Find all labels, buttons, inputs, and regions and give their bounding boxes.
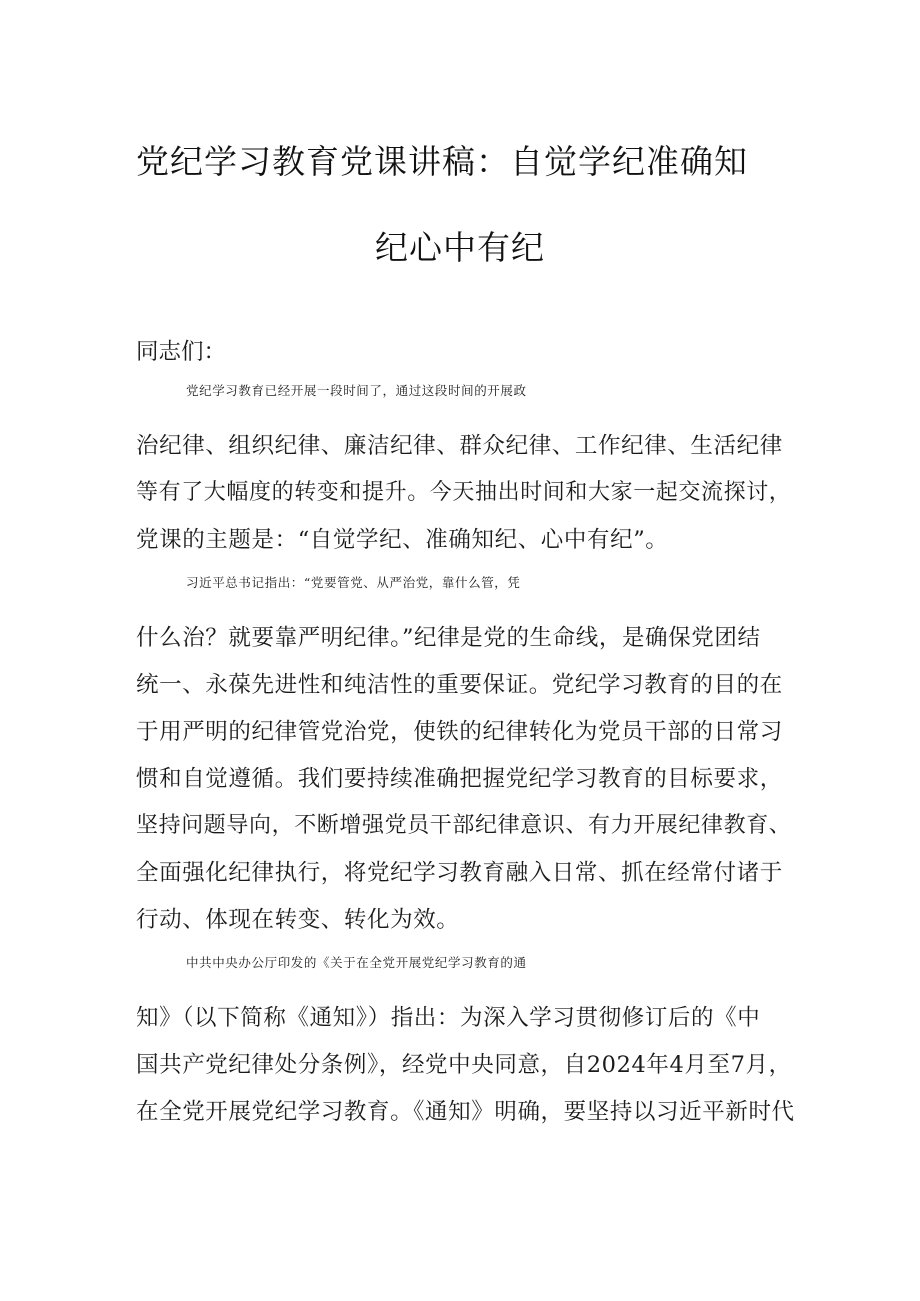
document-title-line-1: 党纪学习教育党课讲稿：自觉学纪准确知	[136, 142, 748, 181]
body-line: 什么治？就要靠严明纪律。”纪律是党的生命线，是确保党团结	[136, 625, 761, 651]
body-line: 党课的主题是：“自觉学纪、准确知纪、心中有纪”。	[136, 527, 669, 553]
body-line: 坚持问题导向，不断增强党员干部纪律意识、有力开展纪律教育、	[136, 813, 792, 838]
body-line: 全面强化纪律执行，将党纪学习教育融入日常、抓在经常付诸于	[136, 860, 783, 886]
body-line: 知》（以下简称《通知》）指出：为深入学习贯彻修订后的《中	[136, 1005, 761, 1031]
body-line: 统一、永葆先进性和纯洁性的重要保证。党纪学习教育的目的在	[136, 672, 783, 698]
document-title-line-2: 纪心中有纪	[375, 228, 545, 267]
body-line: 中共中央办公厅印发的《关于在全党开展党纪学习教育的通	[186, 955, 527, 970]
body-line: 行动、体现在转变、转化为效。	[136, 907, 460, 933]
salutation: 同志们：	[136, 339, 227, 365]
body-line: 治纪律、组织纪律、廉洁纪律、群众纪律、工作纪律、生活纪律	[136, 433, 783, 459]
body-line: 党纪学习教育已经开展一段时间了，通过这段时间的开展政	[186, 383, 527, 398]
body-line: 于用严明的纪律管党治党，使铁的纪律转化为党员干部的日常习	[136, 719, 783, 745]
body-line: 习近平总书记指出：“党要管党、从严治党，靠什么管，凭	[186, 575, 521, 590]
body-line: 国共产党纪律处分条例》，经党中央同意，自2024年4月至7月，	[136, 1052, 792, 1078]
body-line: 惯和自觉遵循。我们要持续准确把握党纪学习教育的目标要求，	[136, 766, 783, 792]
body-line: 等有了大幅度的转变和提升。今天抽出时间和大家一起交流探讨，	[136, 480, 792, 505]
body-line: 在全党开展党纪学习教育。《通知》明确，要坚持以习近平新时代	[136, 1099, 795, 1125]
